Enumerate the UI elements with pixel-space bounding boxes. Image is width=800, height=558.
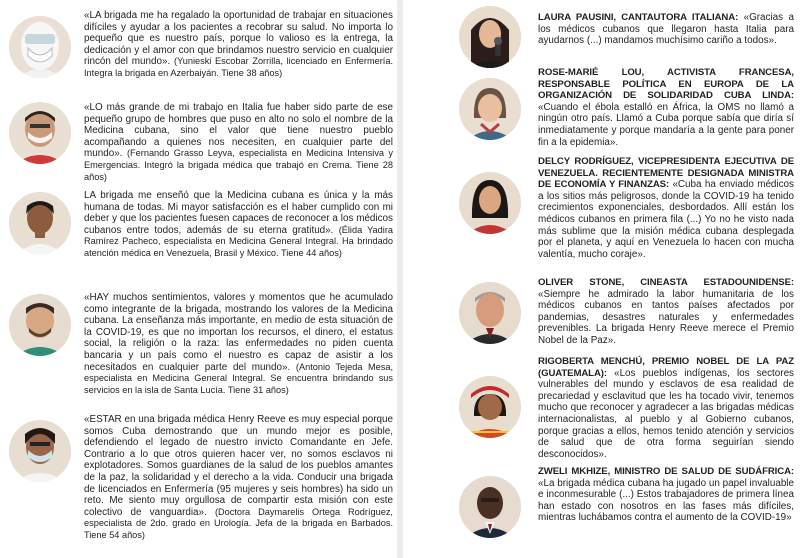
woman-with-face-mask-portrait-icon <box>9 420 71 482</box>
tribute-quote: «Cuando el ébola estalló en África, la OMS no llamó a ningún otro país. Llamó a Cuba porque sabía que diría sí inmediatamente y porque mandaría a la gente para poner fin a la epidemia». <box>538 101 794 148</box>
young-man-portrait-icon <box>9 294 71 356</box>
testimonial-text <box>84 414 393 542</box>
tribute-author: ZWELI MKHIZE, MINISTRO DE SALUD DE SUDÁFRICA: <box>538 466 794 477</box>
testimonial-text <box>84 102 393 183</box>
tribute-quote: «Cuba ha enviado médicos a los sitios más peligrosos, donde la COVID-19 ha tenido crecimientos exponenciales, desbordados. Allí están los médicos cubanos en primera fila (...) Yo no he visto nada más sublime que la misión médica cubana desplegada por el planeta, y aquí en Venezuela lo hacen con mucha valentía, mucho coraje». <box>538 179 794 260</box>
tribute-author: ROSE-MARIÉ LOU, ACTIVISTA FRANCESA, RESPONSABLE POLÍTICA EN EUROPA DE LA ORGANIZACIÓN DE SOLIDARIDAD CUBA LINDA: <box>538 67 794 102</box>
tribute-quote: «Gracias a los médicos cubanos que llegaron hasta Italia para ayudarnos (...) mandamos muchísimo cariño a todos». <box>538 12 794 47</box>
tribute-author: DELCY RODRÍGUEZ, VICEPRESIDENTA EJECUTIVA DE VENEZUELA. RECIENTEMENTE DESIGNADA MINISTRA DE ECONOMÍA Y FINANZAS: <box>538 156 794 191</box>
tribute-text <box>538 12 794 47</box>
tribute-text <box>538 277 794 347</box>
man-with-face-mask-portrait-icon <box>9 102 71 164</box>
tribute-quote: «Siempre he admirado la labor humanitaria de los médicos cubanos en tantos países afectados por pandemias, desastres naturales y enfermedades prevenibles. La brigada Henry Reeve merece el Premio Nobel de la Paz». <box>538 288 794 346</box>
testimonial-text <box>84 292 393 396</box>
woman-doctor-portrait-icon <box>9 192 71 254</box>
testimonial-quote: «LA brigada me ha regalado la oportunidad de trabajar en situaciones difíciles y ayudar a los pacientes a recobrar su salud. No importa lo pequeño que es nuestro país, porque lo valioso es la entrega, la dedicación y el amor con que brindamos nuestro servicio en cualquier rincón del mundo». <box>84 10 393 68</box>
singer-with-microphone-portrait-icon <box>459 6 521 68</box>
tribute-author: OLIVER STONE, CINEASTA ESTADOUNIDENSE: <box>538 277 794 288</box>
tribute-text <box>538 466 794 524</box>
testimonial-text <box>84 10 393 80</box>
testimonial-credit: (Fernando Grasso Leyva, especialista en Medicina Intensiva y Emergencias. Integró la brigada médica que trabajó en Crema. Tiene 28 años) <box>84 148 393 182</box>
woman-politician-portrait-icon <box>459 172 521 234</box>
testimonial-credit: (Élida Yadira Ramírez Pacheco, especialista en Medicina General Integral. Ha brindado atención médica en Venezuela, Brasil y México. Tiene 44 años) <box>84 224 393 258</box>
elderly-man-portrait-icon <box>459 282 521 344</box>
tribute-author: RIGOBERTA MENCHÚ, PREMIO NOBEL DE LA PAZ (GUATEMALA): <box>538 356 794 379</box>
tribute-quote: «Los pueblos indígenas, los sectores vulnerables del mundo y esclavos de esa realidad de precariedad y esclavitud que les ha tocado vivir, tenemos mucho que reconocer y agradecer a las brigadas médicas internacionalistas, al pueblo y al Gobierno cubanos, porque gracias a ellos, hemos tenido atención y servicios de salud que de otra forma seguirían siendo desconocidos». <box>538 367 794 460</box>
testimonial-credit: (Doctora Daymarelis Ortega Rodríguez, especialista de 2do. grado en Urología. Jefa de la brigada en Barbados. Tiene 54 años) <box>84 506 393 540</box>
doctor-in-protective-gear-portrait-icon <box>9 16 71 78</box>
tribute-text <box>538 67 794 148</box>
tribute-quote: «La brigada médica cubana ha jugado un papel invaluable e inconmesurable (...) Estos trabajadores de primera línea han estado con nosotros en las fases más difíciles, mientras luchábamos contra el aumento de la COVID-19» <box>538 477 794 524</box>
testimonial-quote: «HAY muchos sentimientos, valores y momentos que he acumulado como integrante de la brigada, mostrando los valores de la Medicina cubana. La enseñanza más importante, en medio de esta situación de la COVID-19, es que no importan los recursos, el dinero, el estatus social, la religión o la raza: las enfermedades no piden cuenta bancaria y un país como el nuestro es capaz de asistir a los necesitados en cualquier parte del mundo». <box>84 292 393 373</box>
testimonial-credit: (Antonio Tejeda Mesa, especialista en Medicina General Integral. Se encuentra brindando sus servicios en la isla de Santa Lucía. Tiene 31 años) <box>84 361 394 395</box>
right-page <box>403 0 800 558</box>
tribute-text <box>538 156 794 260</box>
man-in-suit-portrait-icon <box>459 476 521 538</box>
indigenous-woman-portrait-icon <box>459 376 521 438</box>
tribute-text <box>538 356 794 460</box>
testimonial-quote: LA brigada me enseñó que la Medicina cubana es única y la más humana de todas. Mi mayor satisfacción es el haber cumplido con mi deber y que los pacientes fuesen capaces de reconocer a los médicos cubanos entre todos, además de su eterna gratitud». <box>84 190 393 236</box>
testimonial-credit: (Yunieski Escobar Zorrilla, licenciado en Enfermería. Integra la brigada en Azerbaiyán. Tiene 38 años) <box>84 56 393 78</box>
left-page <box>0 0 397 558</box>
testimonial-quote: «ESTAR en una brigada médica Henry Reeve es muy especial porque somos Cuba demostrando que un mundo mejor es posible, defendiendo el legado de nuestro invicto Comandante en Jefe. Contrario a lo que otros quieren hacer ver, no somos esclavos ni explotadores. Somos guardianes de la salud de los pueblos amantes de la paz, la solidaridad y el derecho a la vida. Conducir una brigada de licenciados en Enfermería (95 mujeres y seis hombres) ha sido un reto. Me siento muy orgullosa de compartir esta misión con este colectivo de vanguardia». <box>84 414 393 518</box>
testimonial-text <box>84 190 393 260</box>
woman-activist-portrait-icon <box>459 78 521 140</box>
testimonial-quote: «LO más grande de mi trabajo en Italia fue haber sido parte de ese pequeño grupo de hombres que puso en alto no solo el nombre de la Medicina cubana, sino el valor que tiene nuestro pueblo acompañando a quienes nos necesiten, en cualquier parte del mundo». <box>84 102 393 160</box>
tribute-author: LAURA PAUSINI, CANTAUTORA ITALIANA: <box>538 12 739 23</box>
